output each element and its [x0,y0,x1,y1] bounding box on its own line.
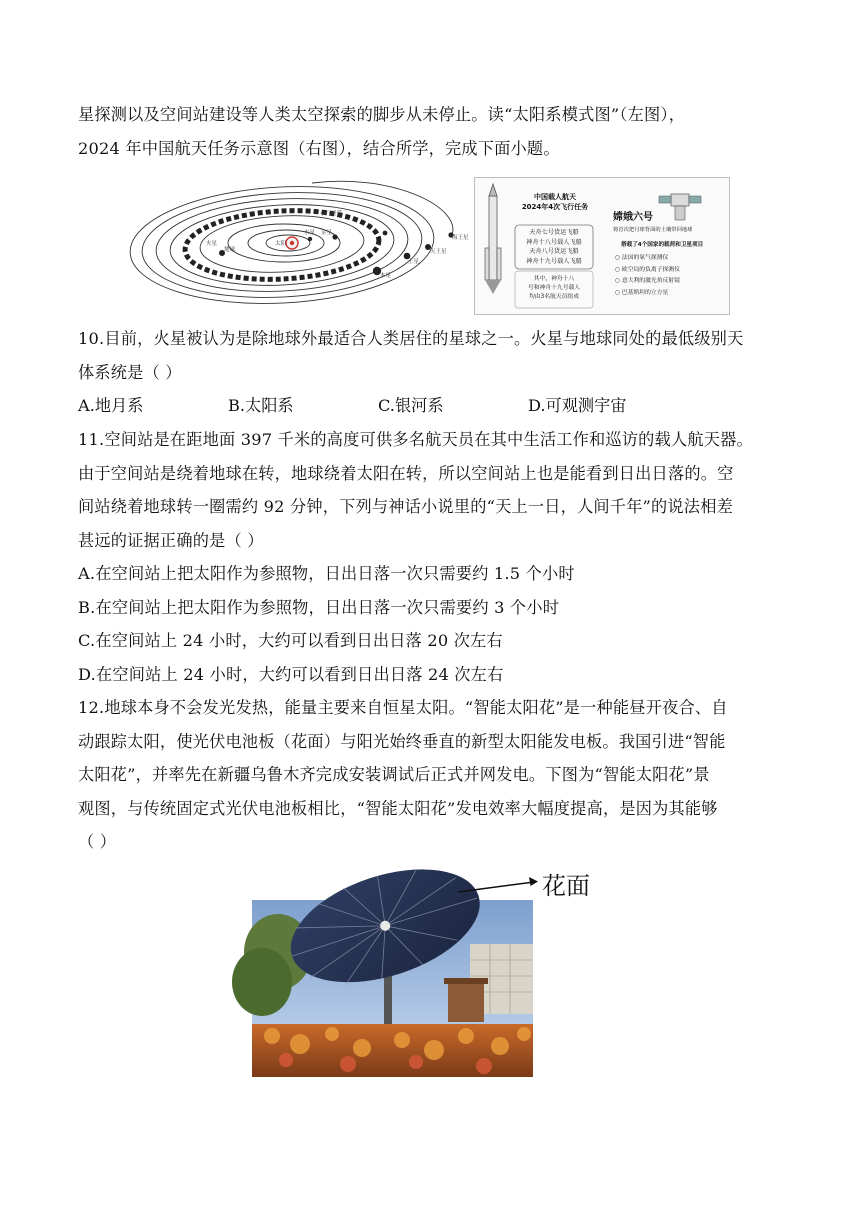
option-b[interactable]: B.在空间站上把太阳作为参照物，日出日落一次只需要约 3 个小时 [78,597,560,617]
mission-title-line: 2024年4次飞行任务 [521,203,589,211]
text-line: 星探测以及空间站建设等人类太空探索的脚步从未停止。读“太阳系模式图”（左图）， [78,105,686,124]
solar-system-diagram [132,177,469,307]
earth-label: 地球 [224,247,236,253]
mission-item: 天舟八号货运飞船 [529,248,579,255]
uranus-label: 天王星 [430,249,447,255]
option-d[interactable]: D.可观测宇宙 [528,396,627,415]
change6-subtitle: 将首次把月球背面的土壤带回地球 [613,227,693,233]
neptune-label: 海王星 [452,235,469,241]
answer-blank: （ ） [78,832,117,851]
payload-item: ○ 法国的氡气探测仪 [615,255,669,261]
option-d[interactable]: D.在空间站上 24 小时，大约可以看到日出日落 24 次左右 [78,664,504,684]
option-a[interactable]: A.在空间站上把太阳作为参照物，日出日落一次只需要约 1.5 个小时 [78,564,575,583]
asteroid-belt-label: 小行星带 [320,211,343,217]
question-stem-line: 间站绕着地球转一圈需约 92 分钟，下列与神话小说里的“天上一日，人间千年”的说法相差 [78,497,733,516]
question-10 [78,322,782,389]
venus-label: 金星 [321,230,333,236]
mission-note: 号和神舟十九号载人 [527,285,581,291]
option-c[interactable]: C.在空间站上 24 小时，大约可以看到日出日落 20 次左右 [78,631,503,650]
saturn-label: 土星 [408,259,420,265]
mission-item: 神舟十九号载人飞船 [526,257,582,265]
question-stem-line: 观图，与传统固定式光伏电池板相比，“智能太阳花”发电效率大幅度提高，是因为其能够 [78,798,718,818]
change6-payload: 搭载了4个国家的载荷和卫星项目 [621,242,704,248]
payload-item: ○ 意大利的激光角反射镜 [615,278,680,285]
smart-sunflower-photo [252,864,533,1077]
mission-item: 神舟十八号载人飞船 [526,238,582,246]
option-a[interactable]: A.地月系 [78,396,144,415]
question-stem-line: 12.地球本身不会发光发热，能量主要来自恒星太阳。“智能太阳花”是一种能昼开夜合、自 [78,698,728,717]
space-mission-diagram [474,177,730,315]
flower-face-label: 花面 [542,872,590,900]
mission-item: 天舟七号货运飞船 [529,229,579,236]
bullet-icon: ○ [615,289,622,296]
mercury-label: 水星 [304,230,316,236]
question-stem-line: 由于空间站是绕着地球在转，地球绕着太阳在转，所以空间站上也是能看到日出日落的。空 [78,463,734,483]
option-c[interactable]: C.银河系 [378,396,444,415]
question-stem-line: 甚远的证据正确的是（ ） [78,530,264,550]
question-stem-line: 11.空间站是在距地面 397 千米的高度可供多名航天员在其中生活工作和巡访的载人航天器。 [78,430,753,449]
payload-item: ○ 欧空局的负离子探测仪 [615,266,680,273]
question-10-options [78,389,782,422]
bullet-icon: ○ [615,266,622,273]
bullet-icon: ○ [615,278,622,285]
mission-note: 均由3名航天员组成 [528,294,580,300]
question-stem-line: 体系统是（ ） [78,362,182,382]
question-stem-line: 太阳花”，并率先在新疆乌鲁木齐完成安装调试后正式并网发电。下图为“智能太阳花”景 [78,765,710,784]
question-stem-line: 动跟踪太阳，使光伏电池板（花面）与阳光始终垂直的新型太阳能发电板。我国引进“智能 [78,731,726,751]
mission-title-line: 中国载人航天 [534,193,576,201]
payload-item: ○ 巴基斯坦的立方星 [615,289,669,296]
question-12 [78,691,782,859]
change6-title: 嫦娥六号 [613,212,653,223]
jupiter-label: 木星 [380,273,392,279]
mars-label: 火星 [206,241,218,247]
question-stem-line: 10.目前，火星被认为是除地球外最适合人类居住的星球之一。火星与地球同处的最低级别天 [78,329,744,348]
option-b[interactable]: B.太阳系 [228,396,294,415]
bullet-icon: ○ [615,255,622,261]
mission-note: 其中，神舟十八 [533,276,575,282]
text-line: 2024 年中国航天任务示意图（右图），结合所学，完成下面小题。 [78,138,560,158]
sun-label: 太阳 [275,241,287,247]
intro-paragraph [78,98,782,165]
question-11 [78,423,782,691]
